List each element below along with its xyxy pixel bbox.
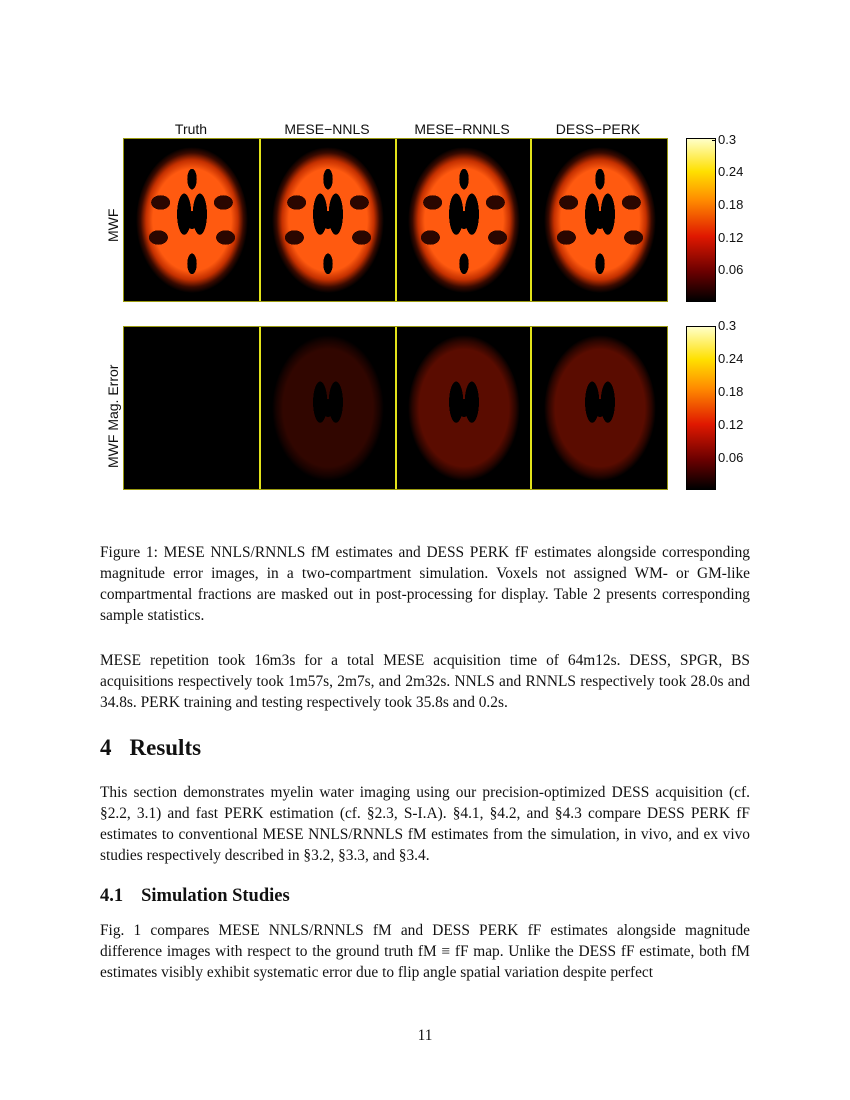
- body-paragraph: Fig. 1 compares MESE NNLS/RNNLS fM and DESS PERK fF estimates alongside magnitude difference images with respect to the ground truth fM ≡ fF map. Unlike the DESS fF estimate, both fM estimates visibly exhibit systematic error due to flip angle spatial variation despite perfect: [100, 922, 750, 981]
- panel-separator: [259, 327, 261, 489]
- colorbar-tick-label: 0.18: [718, 197, 744, 212]
- colorbar-mwf: [686, 138, 716, 302]
- colorbar-tick-label: 0.18: [718, 384, 744, 399]
- colorbar-tick-label: 0.24: [718, 351, 744, 366]
- colorbar-tick-label: 0.24: [718, 164, 744, 179]
- mwf-error-panel: [123, 326, 668, 490]
- subsection-title: Simulation Studies: [141, 886, 290, 906]
- colorbar-tick-label: 0.06: [718, 450, 744, 465]
- error-image-mese-rnnls: [408, 335, 520, 481]
- panel-separator: [530, 139, 532, 301]
- body-paragraph: MESE repetition took 16m3s for a total MESE acquisition time of 64m12s. DESS, SPGR, BS acquisitions respectively took 1m57s, 2m7s, and 2m32s. NNLS and RNNLS respectively took 28.0s and 34.8s. PERK training and testing respectively took 35.8s and 0.2s.: [100, 652, 750, 711]
- colorbar-tick-label: 0.12: [718, 417, 744, 432]
- row-label-mwf-error: MWF Mag. Error: [105, 364, 121, 468]
- colorbar-tick-label: 0.3: [718, 318, 737, 333]
- error-image-dess-perk: [544, 335, 656, 481]
- panel-separator: [395, 139, 397, 301]
- subsection-heading: [100, 886, 290, 907]
- brain-image-mese-rnnls: [408, 147, 520, 293]
- error-image-mese-nnls: [272, 335, 384, 481]
- figure-caption: Figure 1: MESE NNLS/RNNLS fM estimates and DESS PERK fF estimates alongside corresponding magnitude error images, in a two-compartment simulation. Voxels not assigned WM- or GM-like compartmental fractions are masked out in post-processing for display. Table 2 presents corresponding sample statistics.: [100, 544, 750, 624]
- section-heading: [100, 735, 201, 761]
- colorbar-error: [686, 326, 716, 490]
- colorbar-tick-label: 0.06: [718, 262, 744, 277]
- body-paragraph: This section demonstrates myelin water imaging using our precision-optimized DESS acquisition (cf. §2.2, 3.1) and fast PERK estimation (cf. §2.3, S-I.A). §4.1, §4.2, and §4.3 compare DESS PERK fF estimates to conventional MESE NNLS/RNNLS fM estimates from the simulation, in vivo, and ex vivo studies respectively described in §3.2, §3.3, and §3.4.: [100, 784, 750, 864]
- brain-image-truth: [136, 147, 248, 293]
- panel-separator: [395, 327, 397, 489]
- colorbar-tick-label: 0.3: [718, 132, 737, 147]
- colorbar-tick-mark: [712, 140, 716, 141]
- panel-separator: [530, 327, 532, 489]
- column-label-mese-rnnls: MESE−RNNLS: [414, 121, 510, 137]
- section-number: 4: [100, 735, 112, 760]
- panel-separator: [259, 139, 261, 301]
- subsection-number: 4.1: [100, 886, 124, 906]
- page-number: 11: [417, 1027, 433, 1044]
- column-label-dess-perk: DESS−PERK: [555, 121, 641, 137]
- column-label-mese-nnls: MESE−NNLS: [284, 121, 370, 137]
- colorbar-tick-label: 0.12: [718, 230, 744, 245]
- brain-image-dess-perk: [544, 147, 656, 293]
- section-title: Results: [129, 735, 202, 760]
- column-label-truth: Truth: [174, 121, 208, 137]
- mwf-image-panel: [123, 138, 668, 302]
- row-label-mwf: MWF: [105, 208, 121, 242]
- brain-image-mese-nnls: [272, 147, 384, 293]
